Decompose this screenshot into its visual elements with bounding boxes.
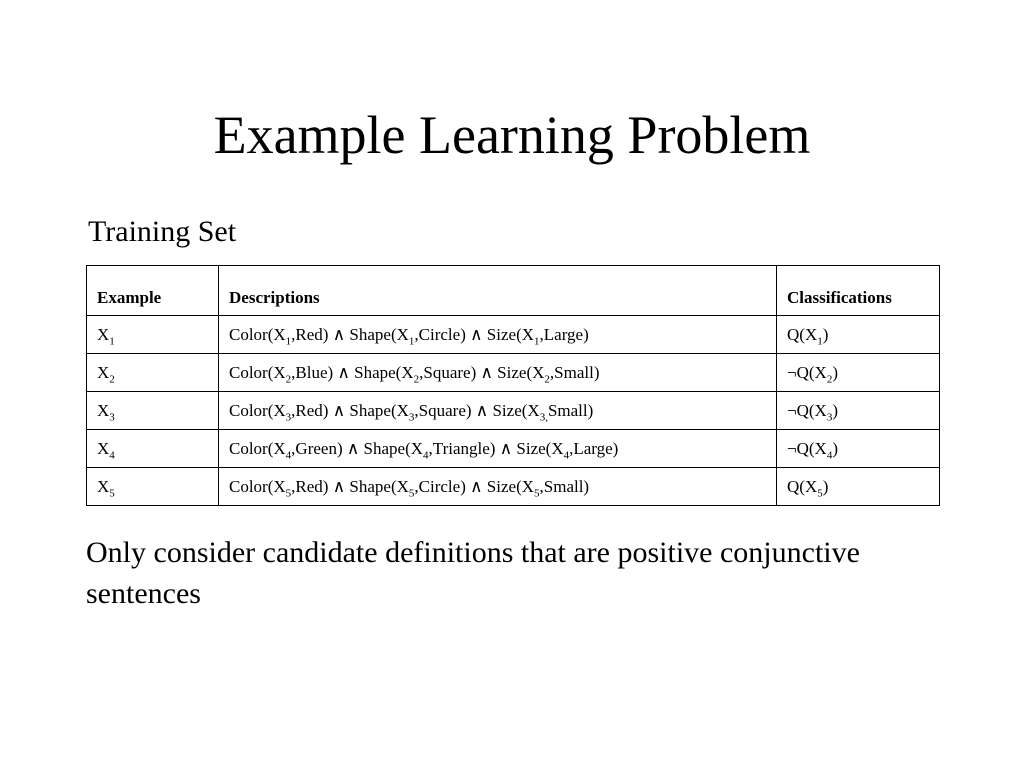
header-classifications: Classifications (777, 266, 940, 316)
description-cell: $Color(X_5,Red)$ ∧ $Shape(X_5,Circle)$ ∧ $Size(X_5,Small)$ (219, 468, 777, 506)
description-cell: $Color(X_4,Green)$ ∧ $Shape(X_4,Triangle)$ ∧ $Size(X_4,Large)$ (219, 430, 777, 468)
description-cell: $Color(X_3,Red)$ ∧ $Shape(X_3,Square)$ ∧ $Size(X_{3,}Small)$ (219, 392, 777, 430)
classification-cell: $Q(X_1)$ (777, 316, 940, 354)
example-cell: $X_3$ (87, 392, 219, 430)
table-body (87, 316, 940, 506)
slide-title: Example Learning Problem (213, 105, 811, 165)
classification-cell: $\neg Q(X_4)$ (777, 430, 940, 468)
table-row (87, 354, 940, 392)
example-cell: $X_4$ (87, 430, 219, 468)
example-cell: $X_1$ (87, 316, 219, 354)
training-set-label: Training Set (88, 215, 237, 248)
table-row (87, 392, 940, 430)
example-cell: $X_2$ (87, 354, 219, 392)
note-text: Only consider candidate definitions that are positive conjunctive sentences (86, 536, 860, 610)
classification-cell: $Q(X_5)$ (777, 468, 940, 506)
table-row (87, 430, 940, 468)
classification-cell: $\neg Q(X_2)$ (777, 354, 940, 392)
example-cell: $X_5$ (87, 468, 219, 506)
table-header-row (87, 266, 940, 316)
header-descriptions: Descriptions (219, 266, 777, 316)
description-cell: $Color(X_2,Blue)$ ∧ $Shape(X_2,Square)$ ∧ $Size(X_2,Small)$ (219, 354, 777, 392)
table-row (87, 468, 940, 506)
header-example: Example (87, 266, 219, 316)
table-row (87, 316, 940, 354)
description-cell: $Color(X_1,Red)$ ∧ $Shape(X_1,Circle)$ ∧ $Size(X_1,Large)$ (219, 316, 777, 354)
classification-cell: $\neg Q(X_3)$ (777, 392, 940, 430)
training-set-table (86, 265, 940, 506)
